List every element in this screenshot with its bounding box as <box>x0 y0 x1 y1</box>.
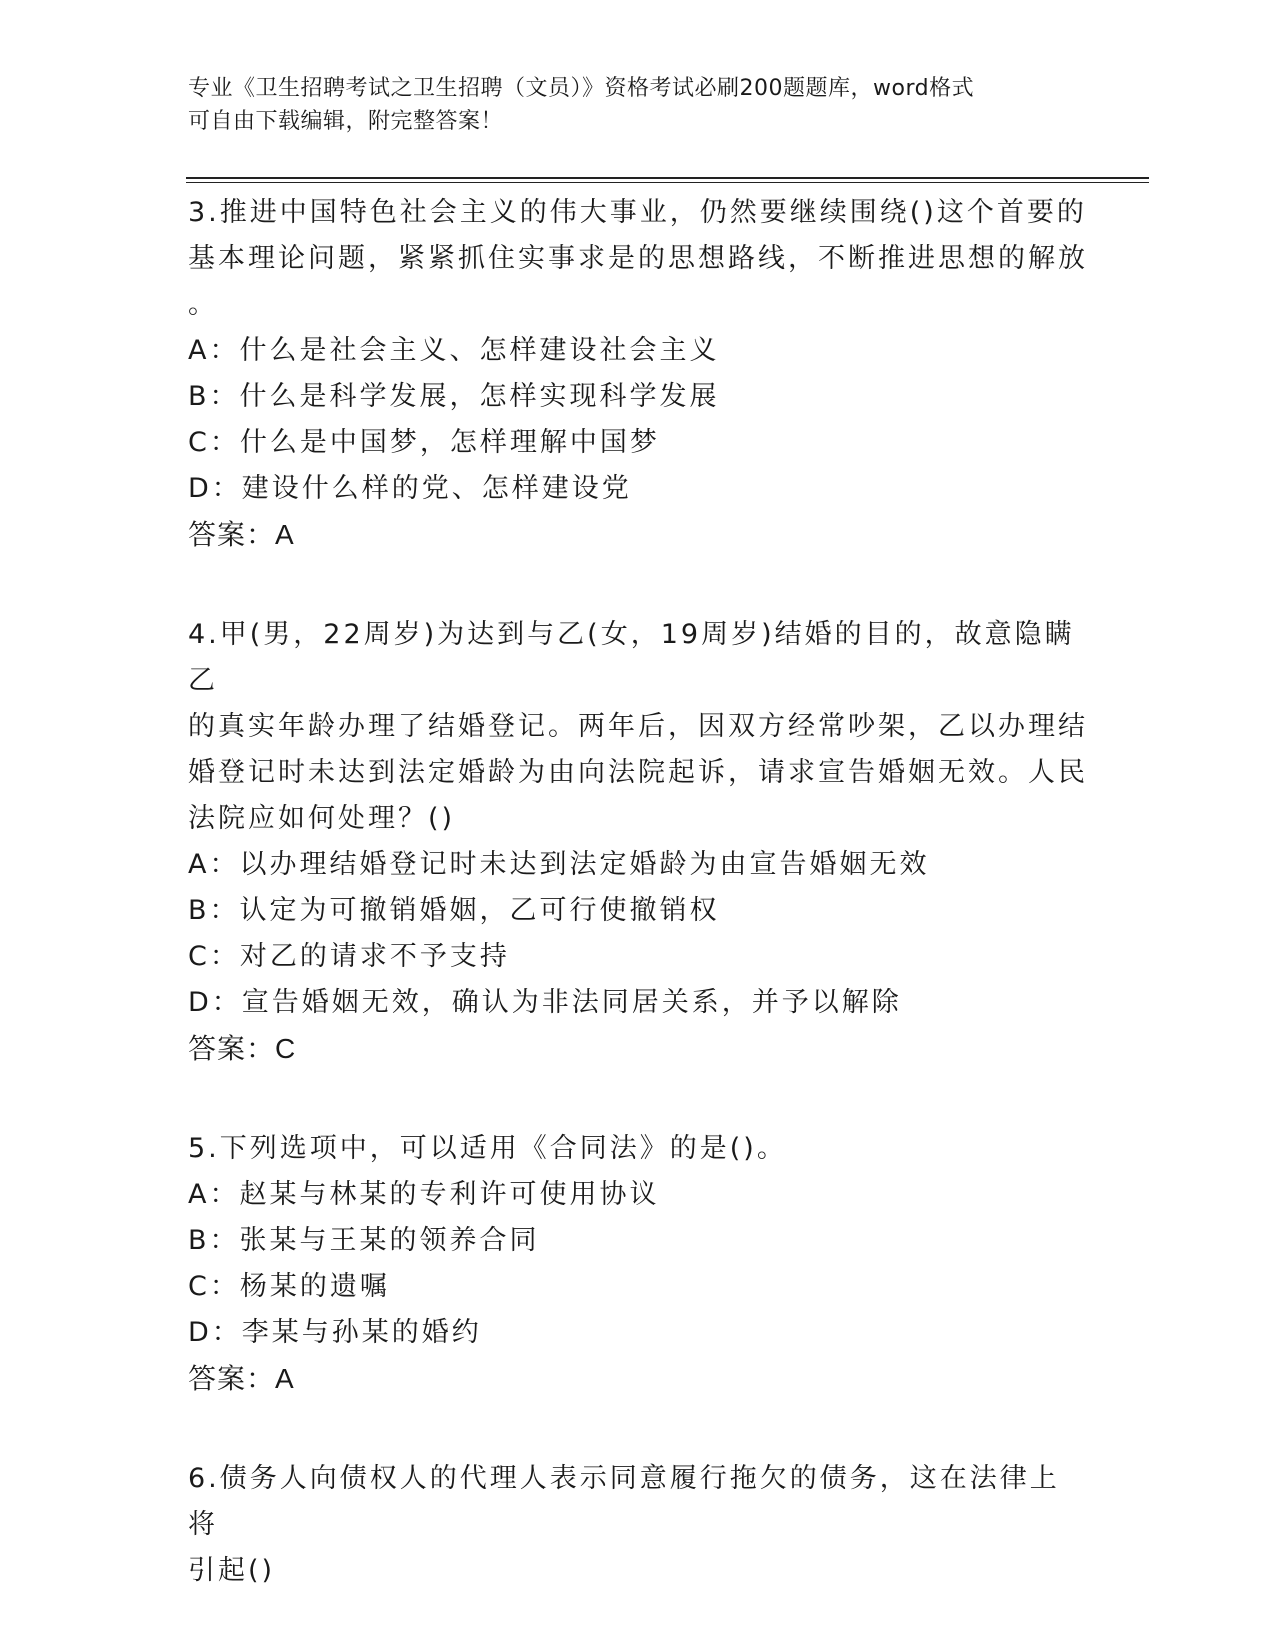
header-rule-thick <box>186 177 1149 179</box>
question-text-line: 。 <box>188 289 218 320</box>
document-header <box>188 72 1068 138</box>
option-b: B：张某与王某的领养合同 <box>188 1225 540 1256</box>
question-text-line: 引起() <box>188 1555 276 1586</box>
question-text-line: 法院应如何处理？() <box>188 803 456 834</box>
header-rule-thin <box>186 182 1149 183</box>
question-6 <box>188 1456 1088 1594</box>
option-b: B：认定为可撤销婚姻，乙可行使撤销权 <box>188 895 720 926</box>
question-text-line: 的真实年龄办理了结婚登记。两年后，因双方经常吵架，乙以办理结 <box>188 711 1088 742</box>
option-c: C：杨某的遗嘱 <box>188 1271 390 1302</box>
question-text-line: 3.推进中国特色社会主义的伟大事业，仍然要继续围绕()这个首要的 <box>188 197 1087 228</box>
option-c: C：什么是中国梦，怎样理解中国梦 <box>188 427 660 458</box>
option-d: D：李某与孙某的婚约 <box>188 1317 482 1348</box>
question-text-line: 4.甲(男，22周岁)为达到与乙(女，19周岁)结婚的目的，故意隐瞒乙 <box>188 619 1075 696</box>
question-5 <box>188 1126 1088 1402</box>
option-d: D：宣告婚姻无效，确认为非法同居关系，并予以解除 <box>188 987 902 1018</box>
answer-label: 答案：A <box>188 1363 295 1394</box>
option-c: C：对乙的请求不予支持 <box>188 941 510 972</box>
answer-label: 答案：A <box>188 519 295 550</box>
question-text-line: 基本理论问题，紧紧抓住实事求是的思想路线，不断推进思想的解放 <box>188 243 1088 274</box>
question-text-line: 婚登记时未达到法定婚龄为由向法院起诉，请求宣告婚姻无效。人民 <box>188 757 1088 788</box>
question-3 <box>188 190 1088 558</box>
option-a: A：赵某与林某的专利许可使用协议 <box>188 1179 660 1210</box>
question-4 <box>188 612 1088 1072</box>
option-b: B：什么是科学发展，怎样实现科学发展 <box>188 381 720 412</box>
option-a: A：以办理结婚登记时未达到法定婚龄为由宣告婚姻无效 <box>188 849 930 880</box>
header-line-1: 专业《卫生招聘考试之卫生招聘（文员）》资格考试必刷200题题库，word格式 <box>188 76 975 101</box>
answer-label: 答案：C <box>188 1033 297 1064</box>
option-a: A：什么是社会主义、怎样建设社会主义 <box>188 335 720 366</box>
question-text-line: 5.下列选项中，可以适用《合同法》的是()。 <box>188 1133 787 1164</box>
header-line-2: 可自由下载编辑，附完整答案！ <box>188 109 504 134</box>
question-text-line: 6.债务人向债权人的代理人表示同意履行拖欠的债务，这在法律上将 <box>188 1463 1060 1540</box>
option-d: D：建设什么样的党、怎样建设党 <box>188 473 632 504</box>
question-list <box>188 190 1088 1648</box>
